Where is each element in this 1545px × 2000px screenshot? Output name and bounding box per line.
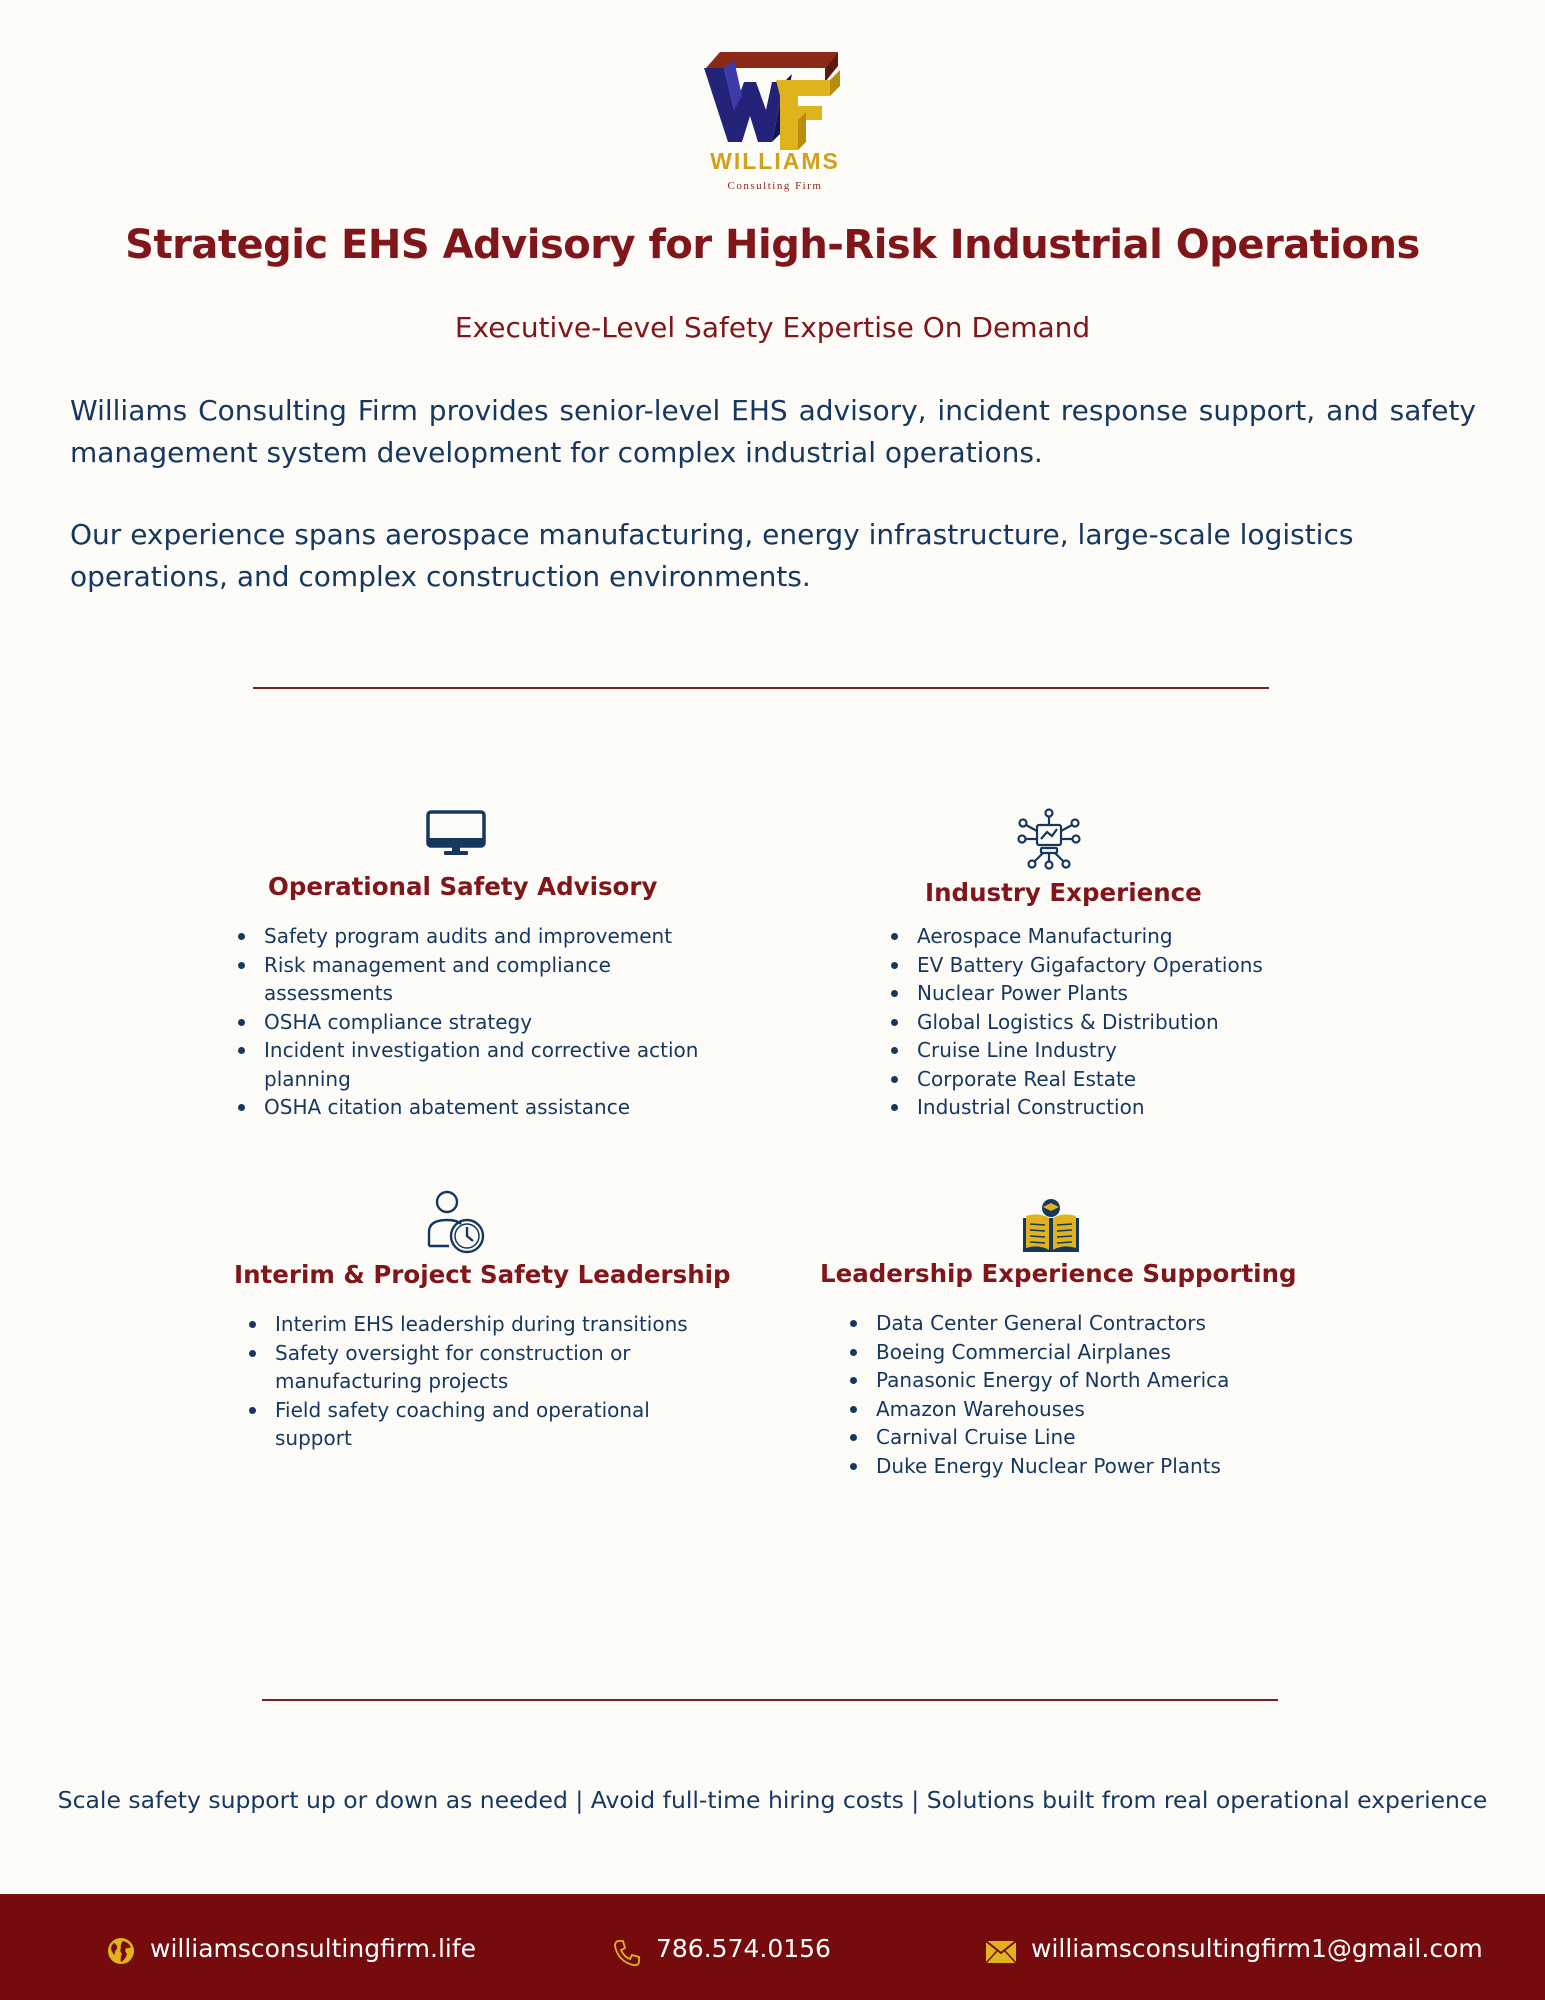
list-item: Data Center General Contractors — [876, 1309, 1296, 1338]
list-item: Industrial Construction — [917, 1093, 1337, 1122]
list-item: Corporate Real Estate — [917, 1065, 1337, 1094]
network-tech-icon — [1017, 807, 1081, 875]
list-item: OSHA compliance strategy — [264, 1008, 704, 1037]
list-item: Safety oversight for construction or manufacturing projects — [275, 1339, 705, 1396]
logo-wordmark: WILLIAMS — [710, 148, 840, 174]
contact-footer — [0, 1894, 1545, 2000]
company-logo — [680, 40, 870, 200]
list-item: Cruise Line Industry — [917, 1036, 1337, 1065]
list-item: Amazon Warehouses — [876, 1395, 1296, 1424]
list-item: Interim EHS leadership during transitions — [275, 1310, 705, 1339]
section-divider — [262, 1699, 1278, 1701]
list-item: Safety program audits and improvement — [264, 922, 704, 951]
section-list — [846, 1309, 1296, 1480]
envelope-icon — [985, 1940, 1017, 1964]
list-item: Risk management and compliance assessments — [264, 951, 704, 1008]
person-clock-icon — [427, 1190, 487, 1260]
section-divider — [253, 687, 1269, 689]
list-item: Field safety coaching and operational support — [275, 1396, 705, 1453]
list-item: Nuclear Power Plants — [917, 979, 1337, 1008]
list-item: Duke Energy Nuclear Power Plants — [876, 1452, 1296, 1481]
wf-monogram-icon — [680, 40, 870, 150]
computer-monitor-icon — [425, 809, 487, 861]
list-item: Global Logistics & Distribution — [917, 1008, 1337, 1037]
list-item: EV Battery Gigafactory Operations — [917, 951, 1337, 980]
logo-tagline: Consulting Firm — [727, 180, 823, 192]
intro-paragraph: Our experience spans aerospace manufacturing, energy infrastructure, large-scale logistics operations, and complex construction environments. — [70, 518, 1354, 593]
list-item: Panasonic Energy of North America — [876, 1366, 1296, 1395]
open-book-graduation-icon — [1021, 1198, 1081, 1260]
page-title: Strategic EHS Advisory for High-Risk Industrial Operations — [125, 222, 1420, 268]
phone-text: 786.574.0156 — [656, 1934, 831, 1963]
list-item: Aerospace Manufacturing — [917, 922, 1337, 951]
section-heading: Industry Experience — [925, 878, 1202, 907]
list-item: Incident investigation and corrective action planning — [264, 1036, 704, 1093]
list-item: Boeing Commercial Airplanes — [876, 1338, 1296, 1367]
section-list — [245, 1310, 705, 1453]
section-heading: Operational Safety Advisory — [268, 872, 658, 901]
page-subtitle: Executive-Level Safety Expertise On Demand — [454, 311, 1091, 344]
intro-paragraph: Williams Consulting Firm provides senior-level EHS advisory, incident response support, and safety management system development for complex industrial operations. — [70, 394, 1476, 469]
section-heading: Leadership Experience Supporting — [820, 1259, 1297, 1288]
list-item: OSHA citation abatement assistance — [264, 1093, 704, 1122]
globe-icon — [106, 1936, 136, 1966]
section-list — [887, 922, 1337, 1122]
section-list — [234, 922, 704, 1122]
phone-icon — [612, 1938, 642, 1968]
website-text: williamsconsultingfirm.life — [150, 1934, 477, 1963]
email-text: williamsconsultingfirm1@gmail.com — [1031, 1934, 1483, 1963]
value-tagline: Scale safety support up or down as needed | Avoid full-time hiring costs | Solutions built from real operational experience — [57, 1786, 1488, 1814]
list-item: Carnival Cruise Line — [876, 1423, 1296, 1452]
section-heading: Interim & Project Safety Leadership — [234, 1260, 731, 1289]
